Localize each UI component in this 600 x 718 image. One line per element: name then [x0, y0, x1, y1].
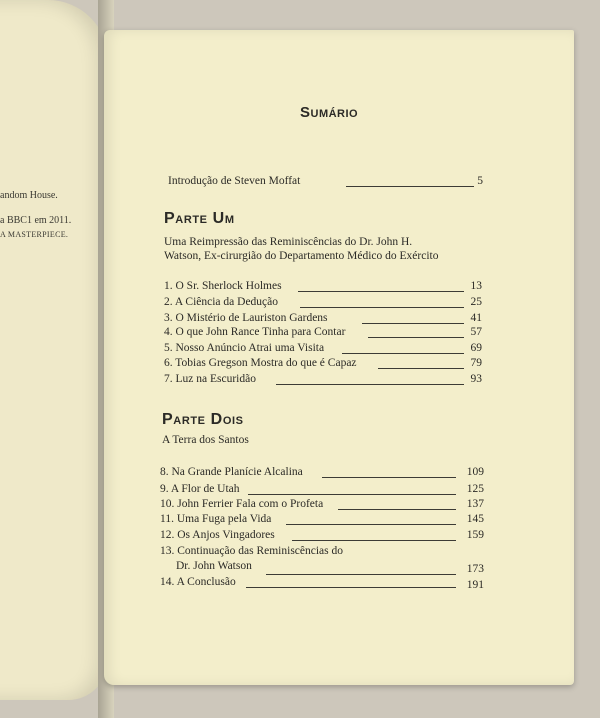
- page-number: 173: [466, 563, 484, 575]
- part-two-subtitle: A Terra dos Santos: [162, 434, 249, 446]
- toc-entry: 3. O Mistério de Lauriston Gardens: [164, 312, 328, 324]
- left-page-line: A MASTERPIECE.: [0, 230, 69, 239]
- toc-entry: 6. Tobias Gregson Mostra do que é Capaz: [164, 357, 357, 369]
- page-number: 13: [470, 280, 482, 292]
- page-number: 25: [470, 296, 482, 308]
- page-number: 5: [477, 175, 483, 187]
- page-number: 137: [466, 498, 484, 510]
- toc-entry: 12. Os Anjos Vingadores: [160, 529, 275, 541]
- leader-line: [298, 291, 464, 292]
- page-number: 145: [466, 513, 484, 525]
- left-page-line: andom House.: [0, 190, 58, 201]
- toc-entry-intro: Introdução de Steven Moffat: [168, 175, 301, 187]
- leader-line: [362, 323, 464, 324]
- part-one-heading: Parte Um: [164, 210, 235, 227]
- part-one-subtitle: Uma Reimpressão das Reminiscências do Dr. John H.: [164, 236, 413, 248]
- page-title: Sumário: [300, 104, 359, 121]
- page-number: 109: [466, 466, 484, 478]
- toc-entry: 4. O que John Rance Tinha para Contar: [164, 326, 346, 338]
- toc-entry: 11. Uma Fuga pela Vida: [160, 513, 272, 525]
- toc-entry: 14. A Conclusão: [160, 576, 236, 588]
- part-one-subtitle: Watson, Ex-cirurgião do Departamento Médico do Exército: [164, 250, 439, 262]
- leader-line: [248, 494, 456, 495]
- toc-entry: 1. O Sr. Sherlock Holmes: [164, 280, 282, 292]
- part-two-heading: Parte Dois: [162, 411, 244, 428]
- toc-entry-continuation: Dr. John Watson: [176, 560, 252, 572]
- leader-line: [286, 524, 456, 525]
- toc-entry: 9. A Flor de Utah: [160, 483, 240, 495]
- toc-entry: 10. John Ferrier Fala com o Profeta: [160, 498, 324, 510]
- toc-entry: 5. Nosso Anúncio Atrai uma Visita: [164, 342, 325, 354]
- leader-line: [300, 307, 464, 308]
- page-number: 191: [466, 579, 484, 591]
- leader-line: [246, 587, 456, 588]
- page-number: 93: [470, 373, 482, 385]
- page-number: 125: [466, 483, 484, 495]
- leader-line: [276, 384, 464, 385]
- page-number: 57: [470, 326, 482, 338]
- page-number: 69: [470, 342, 482, 354]
- toc-entry: 13. Continuação das Reminiscências do: [160, 545, 344, 557]
- toc-entry: 2. A Ciência da Dedução: [164, 296, 279, 308]
- page-number: 79: [470, 357, 482, 369]
- left-page: [0, 0, 108, 700]
- toc-entry: 7. Luz na Escuridão: [164, 373, 256, 385]
- leader-line: [292, 540, 456, 541]
- leader-line: [322, 477, 456, 478]
- leader-line: [266, 574, 456, 575]
- page-number: 41: [470, 312, 482, 324]
- toc-entry: 8. Na Grande Planície Alcalina: [160, 466, 303, 478]
- leader-line: [368, 337, 464, 338]
- page-number: 159: [466, 529, 484, 541]
- left-page-line: a BBC1 em 2011.: [0, 215, 72, 226]
- leader-line: [338, 509, 456, 510]
- leader-line: [342, 353, 464, 354]
